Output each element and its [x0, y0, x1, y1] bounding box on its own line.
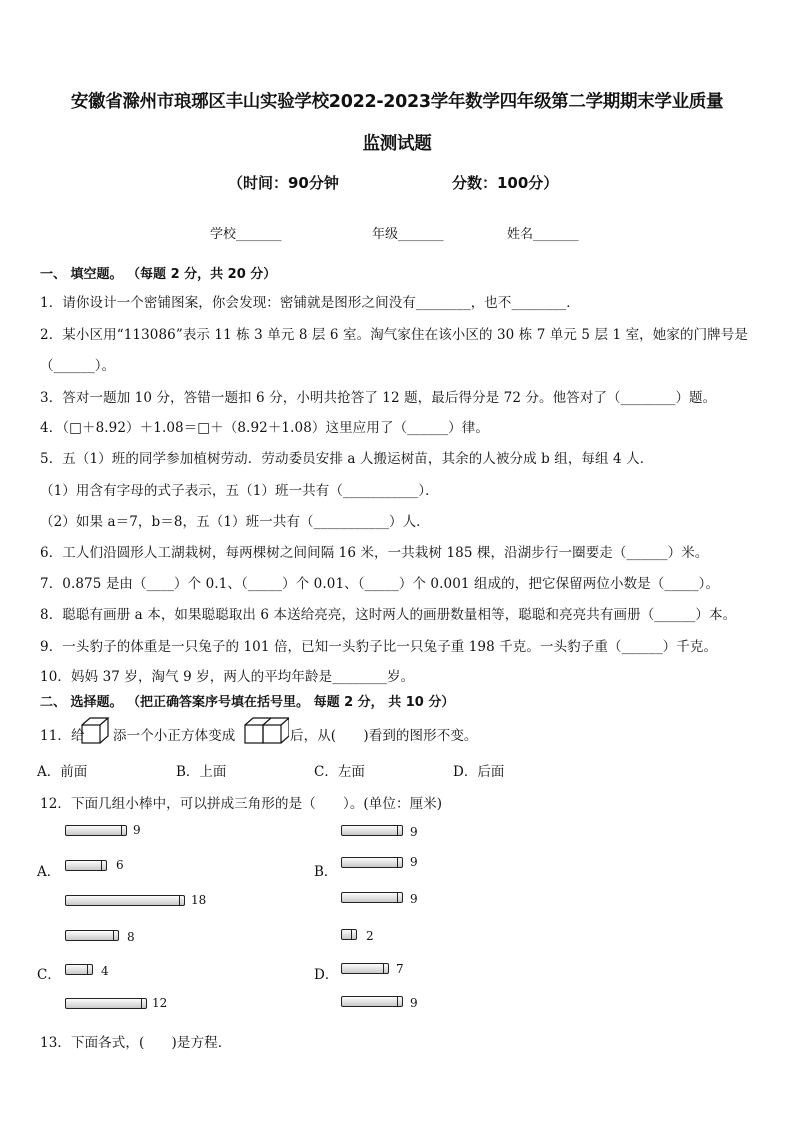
question-4: 4．（□＋8.92）＋1.08＝□＋（8.92＋1.08）这里应用了（______）律。 [40, 420, 489, 436]
q12-label-c: C． [37, 967, 61, 983]
stick-c1 [65, 930, 119, 941]
question-9: 9．一头豹子的体重是一只兔子的 101 倍，已知一头豹子比一只兔子重 198 千克。一头豹子重（______）千克。 [40, 639, 718, 655]
grade-field: 年级_______ [372, 227, 444, 242]
stick-c3 [65, 998, 147, 1009]
page-title-line2: 监测试题 [362, 134, 432, 154]
question-6: 6．工人们沿圆形人工湖栽树，每两棵树之间间隔 16 米，一共栽树 185 棵，沿湖步行一圈要走（______）米。 [40, 545, 709, 561]
stick-d3 [341, 996, 403, 1007]
stick-b3-length: 9 [410, 892, 418, 906]
stick-c2 [65, 964, 93, 975]
question-3: 3．答对一题加 10 分，答错一题扣 6 分，小明共抢答了 12 题，最后得分是 72 分。他答对了（________）题。 [40, 390, 717, 406]
q11-option-c: C．左面 [314, 764, 365, 780]
question-8: 8．聪聪有画册 a 本，如果聪聪取出 6 本送给亮亮，这时两人的画册数量相等，聪聪和亮亮共有画册（______）本。 [40, 607, 737, 623]
stick-b3 [341, 892, 403, 903]
question-5-part2: （2）如果 a＝7，b＝8，五（1）班一共有（___________）人． [40, 514, 430, 530]
question-11-prefix: 11．给 [40, 728, 85, 744]
stick-d3-length: 9 [410, 996, 418, 1010]
stick-d2-length: 7 [396, 962, 404, 976]
question-1: 1．请你设计一个密铺图案，你会发现：密铺就是图形之间没有________，也不________． [40, 295, 580, 311]
section2-heading: 二、 选择题。 （把正确答案序号填在括号里。 每题 2 分， 共 10 分） [40, 695, 455, 710]
question-11-middle: 添一个小正方体变成 [113, 728, 236, 744]
section1-heading: 一、 填空题。 （每题 2 分，共 20 分） [40, 267, 277, 282]
question-10: 10．妈妈 37 岁，淘气 9 岁，两人的平均年龄是________岁。 [40, 669, 415, 685]
stick-b1 [341, 825, 403, 836]
cube-figure-single-icon [80, 716, 110, 746]
exam-score: 分数：100分） [452, 174, 559, 192]
stick-a1-length: 9 [133, 823, 141, 837]
stick-a3-length: 18 [191, 893, 207, 907]
stick-c1-length: 8 [127, 930, 135, 944]
question-2: 2．某小区用“113086”表示 11 栋 3 单元 8 层 6 室。淘气家住在该小区的 30 栋 7 单元 5 层 1 室，她家的门牌号是 [40, 327, 748, 343]
question-11-suffix: 后，从( )看到的图形不变。 [290, 728, 478, 744]
stick-c2-length: 4 [101, 964, 109, 978]
stick-d2 [341, 963, 389, 974]
question-7: 7．0.875 是由（____）个 0.1、（_____）个 0.01、（_____）个 0.001 组成的，把它保留两位小数是（_____）。 [40, 576, 720, 592]
question-13: 13．下面各式，( )是方程． [40, 1035, 232, 1051]
q11-option-a: A．前面 [37, 764, 88, 780]
stick-a2 [65, 860, 107, 871]
school-field: 学校_______ [210, 227, 282, 242]
stick-d1 [341, 929, 357, 940]
q12-label-a: A． [37, 864, 61, 880]
stick-b2-length: 9 [410, 855, 418, 869]
q12-label-b: B． [314, 864, 338, 880]
q12-label-d: D． [314, 967, 339, 983]
q11-option-b: B．上面 [176, 764, 227, 780]
stick-a1 [65, 825, 127, 836]
name-field: 姓名_______ [507, 227, 579, 242]
question-2-blank: （______）。 [40, 358, 116, 374]
stick-a3 [65, 895, 185, 906]
cube-figure-double-icon [243, 716, 289, 746]
exam-time: （时间：90分钟 [228, 174, 339, 192]
q11-option-d: D．后面 [453, 764, 505, 780]
stick-b2 [341, 857, 403, 868]
stick-d1-length: 2 [366, 929, 374, 943]
question-5-part1: （1）用含有字母的式子表示，五（1）班一共有（___________）． [40, 483, 439, 499]
stick-a2-length: 6 [116, 858, 124, 872]
stick-b1-length: 9 [410, 825, 418, 839]
question-5: 5．五（1）班的同学参加植树劳动．劳动委员安排 a 人搬运树苗，其余的人被分成 b 组，每组 4 人． [40, 451, 654, 467]
question-12: 12．下面几组小棒中，可以拼成三角形的是（ ）。(单位：厘米) [40, 796, 443, 812]
stick-c3-length: 12 [152, 996, 168, 1010]
page-title-line1: 安徽省滁州市琅琊区丰山实验学校2022-2023学年数学四年级第二学期期末学业质量 [70, 92, 724, 112]
